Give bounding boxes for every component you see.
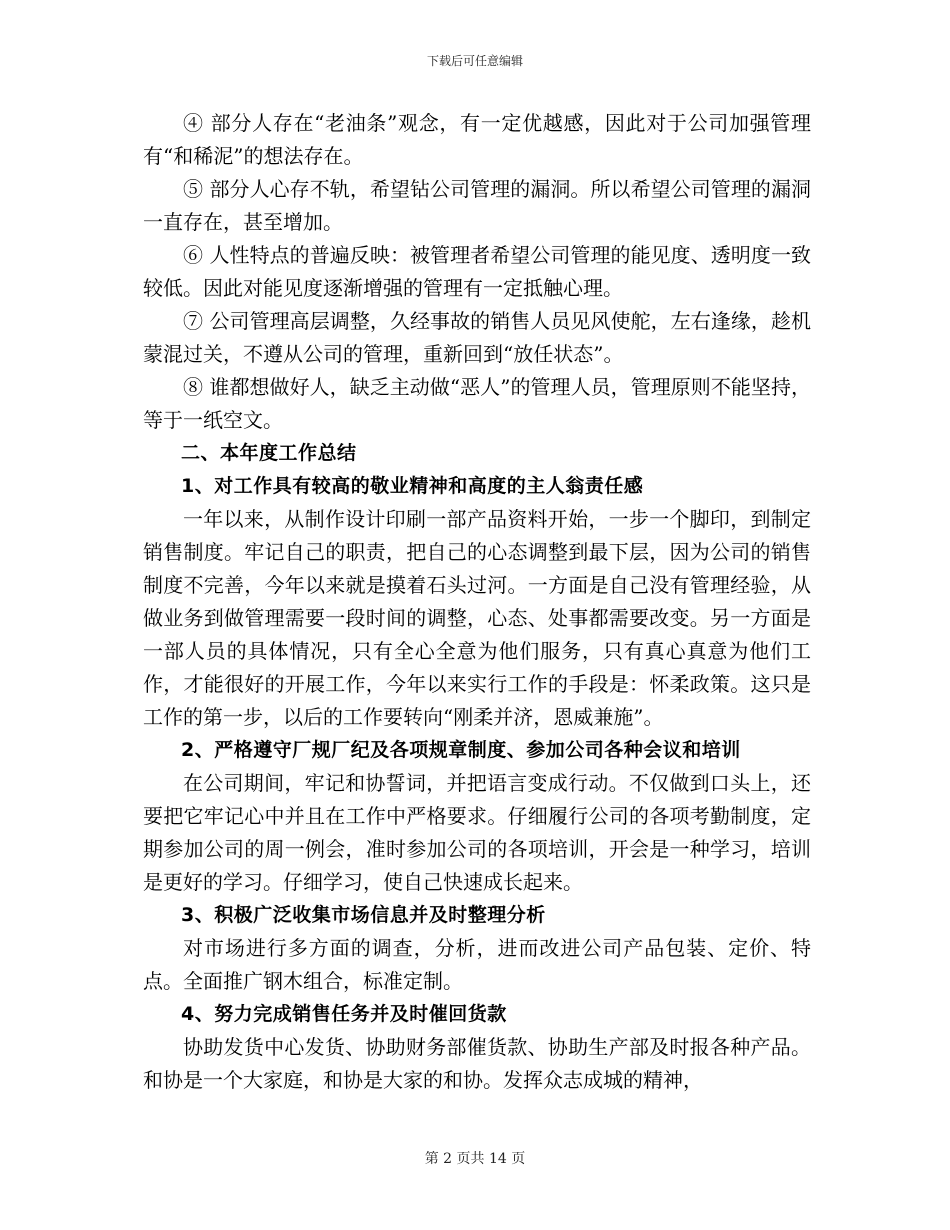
subsection-heading-4: 4、努力完成销售任务并及时催回货款 bbox=[181, 1003, 507, 1025]
subsection-body-2: 在公司期间，牢记和协誓词，并把语言变成行动。不仅做到口头上，还要把它牢记心中并且在工作中严格要求。仔细履行公司的各项考勤制度，定期参加公司的周一例会，准时参加公司的各项培训，开会是一种学习，培训是更好的学习。仔细学习，使自己快速成长起来。 bbox=[143, 771, 811, 894]
paragraph-item-7: ⑦ 公司管理高层调整，久经事故的销售人员见风使舵，左右逢缘，趁机蒙混过关，不遵从公司的管理，重新回到“放任状态”。 bbox=[143, 309, 811, 366]
paragraph-item-6: ⑥ 人性特点的普遍反映：被管理者希望公司管理的能见度、透明度一致较低。因此对能见度逐渐增强的管理有一定抵触心理。 bbox=[143, 243, 811, 300]
document-body bbox=[143, 107, 811, 1097]
page-footer: 第 2 页共 14 页 bbox=[424, 1151, 526, 1167]
page-header: 下载后可任意编辑 bbox=[426, 54, 523, 68]
subsection-heading-1: 1、对工作具有较高的敬业精神和高度的主人翁责任感 bbox=[181, 475, 644, 497]
subsection-body-4: 协助发货中心发货、协助财务部催货款、协助生产部及时报各种产品。和协是一个大家庭，和协是大家的和协。发挥众志成城的精神， bbox=[143, 1035, 811, 1092]
paragraph-item-5: ⑤ 部分人心存不轨，希望钻公司管理的漏洞。所以希望公司管理的漏洞一直存在，甚至增加。 bbox=[143, 177, 811, 234]
subsection-heading-2: 2、严格遵守厂规厂纪及各项规章制度、参加公司各种会议和培训 bbox=[181, 739, 741, 761]
subsection-body-1: 一年以来，从制作设计印刷一部产品资料开始，一步一个脚印，到制定销售制度。牢记自己的职责，把自己的心态调整到最下层，因为公司的销售制度不完善，今年以来就是摸着石头过河。一方面是自己没有管理经验，从做业务到做管理需要一段时间的调整，心态、处事都需要改变。另一方面是一部人员的具体情况，只有全心全意为他们服务，只有真心真意为他们工作，才能很好的开展工作，今年以来实行工作的手段是：怀柔政策。这只是工作的第一步，以后的工作要转向“刚柔并济，恩威兼施”。 bbox=[143, 507, 811, 729]
paragraph-item-4: ④ 部分人存在“老油条”观念，有一定优越感，因此对于公司加强管理有“和稀泥”的想法存在。 bbox=[143, 111, 811, 168]
section-heading: 二、本年度工作总结 bbox=[181, 442, 357, 464]
subsection-body-3: 对市场进行多方面的调查，分析，进而改进公司产品包装、定价、特点。全面推广钢木组合，标准定制。 bbox=[143, 936, 811, 993]
paragraph-item-8: ⑧ 谁都想做好人，缺乏主动做“恶人”的管理人员，管理原则不能坚持，等于一纸空文。 bbox=[143, 375, 811, 432]
subsection-heading-3: 3、积极广泛收集市场信息并及时整理分析 bbox=[181, 904, 546, 926]
